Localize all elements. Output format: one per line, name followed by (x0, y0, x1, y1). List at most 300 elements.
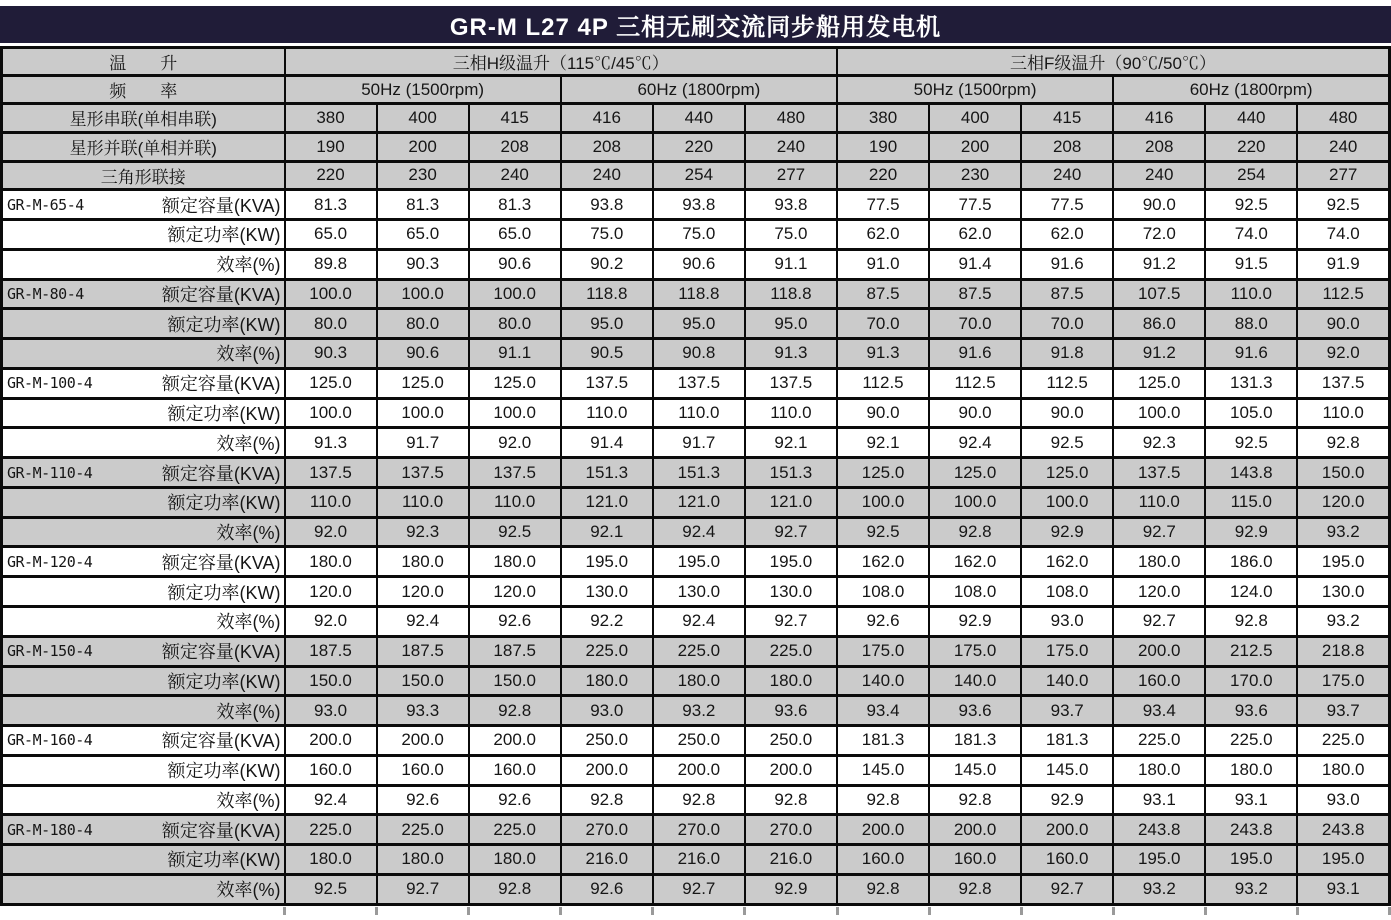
value-cell: 180.0 (1297, 755, 1389, 785)
row-label-cell (2, 368, 285, 398)
value-cell: 92.7 (1113, 606, 1205, 636)
value-cell: 91.2 (1113, 249, 1205, 279)
value-cell: 212.5 (1205, 636, 1297, 666)
page-title: GR-M L27 4P 三相无刷交流同步船用发电机 (449, 14, 942, 41)
value-cell: 100.0 (285, 398, 377, 428)
param-label: 额定容量(KVA) (161, 463, 281, 484)
value-cell: 92.8 (561, 785, 653, 815)
row-label-cell (2, 428, 285, 458)
value-cell: 110.0 (561, 398, 653, 428)
model-name: GR-M-100-4 (7, 374, 93, 393)
value-cell: 93.2 (1297, 606, 1389, 636)
value-cell: 180.0 (1113, 755, 1205, 785)
value-cell: 115.0 (1205, 487, 1297, 517)
voltage-cell: 277 (745, 161, 837, 190)
value-cell: 160.0 (469, 755, 561, 785)
voltage-cell: 220 (837, 161, 929, 190)
voltage-cell: 277 (1297, 161, 1389, 190)
row-label-cell (2, 487, 285, 517)
value-cell: 80.0 (469, 309, 561, 339)
value-cell: 81.3 (377, 190, 469, 220)
spec-row-kva (2, 726, 1390, 756)
spec-table-body (2, 104, 1390, 905)
value-cell: 181.3 (1021, 726, 1113, 756)
value-cell: 145.0 (837, 755, 929, 785)
model-name: GR-M-65-4 (7, 195, 84, 214)
value-cell: 90.5 (561, 339, 653, 369)
spec-row-eff (2, 785, 1390, 815)
spec-row-eff (2, 606, 1390, 636)
value-cell: 93.6 (1205, 696, 1297, 726)
value-cell: 180.0 (285, 547, 377, 577)
value-cell: 93.3 (377, 696, 469, 726)
value-cell: 180.0 (469, 845, 561, 875)
value-cell: 120.0 (469, 577, 561, 607)
value-cell: 75.0 (653, 220, 745, 250)
value-cell: 93.2 (1205, 874, 1297, 904)
value-cell: 92.1 (745, 428, 837, 458)
value-cell: 90.0 (837, 398, 929, 428)
value-cell: 93.6 (929, 696, 1021, 726)
value-cell: 90.6 (653, 249, 745, 279)
value-cell: 70.0 (929, 309, 1021, 339)
value-cell: 93.8 (745, 190, 837, 220)
value-cell: 92.5 (1205, 190, 1297, 220)
tick-mark (836, 907, 839, 915)
value-cell: 91.6 (1021, 249, 1113, 279)
spec-row-kw (2, 666, 1390, 696)
spec-row-eff (2, 249, 1390, 279)
voltage-cell: 208 (1113, 132, 1205, 161)
value-cell: 150.0 (377, 666, 469, 696)
voltage-cell: 240 (1113, 161, 1205, 190)
value-cell: 92.7 (1113, 517, 1205, 547)
param-label: 额定容量(KVA) (161, 195, 281, 216)
value-cell: 91.6 (929, 339, 1021, 369)
value-cell: 90.3 (285, 339, 377, 369)
value-cell: 87.5 (1021, 279, 1113, 309)
value-cell: 100.0 (1113, 398, 1205, 428)
value-cell: 120.0 (1113, 577, 1205, 607)
param-label: 额定功率(KW) (167, 850, 281, 871)
param-label: 额定功率(KW) (167, 671, 281, 692)
value-cell: 225.0 (285, 815, 377, 845)
value-cell: 100.0 (469, 279, 561, 309)
value-cell: 92.8 (929, 517, 1021, 547)
tick-mark (743, 907, 746, 915)
frequency-header-h50: 50Hz (1500rpm) (285, 76, 561, 104)
value-cell: 150.0 (469, 666, 561, 696)
value-cell: 137.5 (469, 458, 561, 488)
value-cell: 90.3 (377, 249, 469, 279)
value-cell: 170.0 (1205, 666, 1297, 696)
value-cell: 108.0 (837, 577, 929, 607)
value-cell: 92.8 (837, 874, 929, 904)
value-cell: 180.0 (1113, 547, 1205, 577)
row-label-cell (2, 517, 285, 547)
value-cell: 200.0 (837, 815, 929, 845)
value-cell: 162.0 (837, 547, 929, 577)
value-cell: 93.2 (1297, 517, 1389, 547)
model-name: GR-M-110-4 (7, 463, 93, 482)
voltage-cell: 416 (561, 104, 653, 133)
row-label-cell (2, 666, 285, 696)
frequency-header-f50: 50Hz (1500rpm) (837, 76, 1113, 104)
value-cell: 62.0 (1021, 220, 1113, 250)
value-cell: 137.5 (1297, 368, 1389, 398)
value-cell: 250.0 (561, 726, 653, 756)
voltage-cell: 254 (653, 161, 745, 190)
value-cell: 95.0 (561, 309, 653, 339)
value-cell: 121.0 (561, 487, 653, 517)
value-cell: 92.7 (653, 874, 745, 904)
value-cell: 110.0 (285, 487, 377, 517)
value-cell: 65.0 (285, 220, 377, 250)
model-name: GR-M-80-4 (7, 284, 84, 303)
connection-label: 星形串联(单相串联) (2, 104, 285, 133)
row-label-cell (2, 696, 285, 726)
value-cell: 93.0 (1021, 606, 1113, 636)
spec-row-kw (2, 309, 1390, 339)
value-cell: 150.0 (1297, 458, 1389, 488)
spec-row-kw (2, 755, 1390, 785)
value-cell: 195.0 (1297, 547, 1389, 577)
param-label: 额定功率(KW) (167, 493, 281, 514)
row-label-cell (2, 309, 285, 339)
value-cell: 92.8 (1205, 606, 1297, 636)
value-cell: 175.0 (1297, 666, 1389, 696)
value-cell: 93.8 (653, 190, 745, 220)
spec-row-kva (2, 547, 1390, 577)
value-cell: 92.6 (837, 606, 929, 636)
value-cell: 160.0 (1021, 845, 1113, 875)
value-cell: 92.9 (1021, 785, 1113, 815)
value-cell: 75.0 (745, 220, 837, 250)
value-cell: 110.0 (469, 487, 561, 517)
row-label-cell (2, 726, 285, 756)
value-cell: 90.0 (1297, 309, 1389, 339)
value-cell: 110.0 (745, 398, 837, 428)
value-cell: 195.0 (561, 547, 653, 577)
value-cell: 151.3 (561, 458, 653, 488)
connection-row-2 (2, 161, 1390, 190)
value-cell: 218.8 (1297, 636, 1389, 666)
value-cell: 200.0 (377, 726, 469, 756)
voltage-cell: 416 (1113, 104, 1205, 133)
value-cell: 250.0 (653, 726, 745, 756)
value-cell: 93.4 (1113, 696, 1205, 726)
value-cell: 181.3 (929, 726, 1021, 756)
value-cell: 137.5 (285, 458, 377, 488)
model-name: GR-M-180-4 (7, 820, 93, 839)
value-cell: 216.0 (745, 845, 837, 875)
value-cell: 92.7 (1021, 874, 1113, 904)
value-cell: 107.5 (1113, 279, 1205, 309)
value-cell: 70.0 (837, 309, 929, 339)
spec-row-eff (2, 874, 1390, 904)
value-cell: 125.0 (377, 368, 469, 398)
value-cell: 80.0 (377, 309, 469, 339)
value-cell: 180.0 (285, 845, 377, 875)
value-cell: 225.0 (653, 636, 745, 666)
value-cell: 100.0 (285, 279, 377, 309)
row-label-cell (2, 845, 285, 875)
connection-row-0 (2, 104, 1390, 133)
value-cell: 93.1 (1205, 785, 1297, 815)
value-cell: 92.4 (377, 606, 469, 636)
value-cell: 145.0 (929, 755, 1021, 785)
voltage-cell: 440 (653, 104, 745, 133)
value-cell: 92.1 (837, 428, 929, 458)
voltage-cell: 190 (837, 132, 929, 161)
value-cell: 93.0 (285, 696, 377, 726)
value-cell: 100.0 (929, 487, 1021, 517)
value-cell: 125.0 (1113, 368, 1205, 398)
value-cell: 160.0 (1113, 666, 1205, 696)
value-cell: 65.0 (469, 220, 561, 250)
value-cell: 86.0 (1113, 309, 1205, 339)
row-label-cell (2, 815, 285, 845)
value-cell: 180.0 (1205, 755, 1297, 785)
value-cell: 90.6 (469, 249, 561, 279)
row-label-cell (2, 339, 285, 369)
value-cell: 195.0 (745, 547, 837, 577)
voltage-cell: 415 (1021, 104, 1113, 133)
value-cell: 92.8 (469, 874, 561, 904)
value-cell: 92.4 (285, 785, 377, 815)
value-cell: 125.0 (285, 368, 377, 398)
value-cell: 118.8 (745, 279, 837, 309)
value-cell: 121.0 (653, 487, 745, 517)
voltage-cell: 415 (469, 104, 561, 133)
value-cell: 160.0 (929, 845, 1021, 875)
value-cell: 151.3 (653, 458, 745, 488)
value-cell: 100.0 (837, 487, 929, 517)
param-label: 额定容量(KVA) (161, 642, 281, 663)
value-cell: 216.0 (561, 845, 653, 875)
param-label: 额定功率(KW) (167, 582, 281, 603)
value-cell: 74.0 (1297, 220, 1389, 250)
voltage-cell: 380 (837, 104, 929, 133)
voltage-cell: 220 (1205, 132, 1297, 161)
frequency-header-h60: 60Hz (1800rpm) (561, 76, 837, 104)
param-label: 额定容量(KVA) (161, 284, 281, 305)
value-cell: 92.8 (745, 785, 837, 815)
value-cell: 243.8 (1297, 815, 1389, 845)
value-cell: 180.0 (377, 845, 469, 875)
value-cell: 92.8 (469, 696, 561, 726)
value-cell: 92.0 (1297, 339, 1389, 369)
value-cell: 90.0 (929, 398, 1021, 428)
value-cell: 93.7 (1021, 696, 1113, 726)
spec-row-eff (2, 696, 1390, 726)
value-cell: 92.2 (561, 606, 653, 636)
value-cell: 91.3 (285, 428, 377, 458)
row-label-cell (2, 220, 285, 250)
value-cell: 92.4 (929, 428, 1021, 458)
value-cell: 105.0 (1205, 398, 1297, 428)
voltage-cell: 240 (745, 132, 837, 161)
value-cell: 92.4 (653, 606, 745, 636)
value-cell: 180.0 (469, 547, 561, 577)
value-cell: 91.4 (561, 428, 653, 458)
value-cell: 187.5 (285, 636, 377, 666)
value-cell: 243.8 (1205, 815, 1297, 845)
voltage-cell: 200 (929, 132, 1021, 161)
value-cell: 92.7 (745, 517, 837, 547)
row-label-cell (2, 577, 285, 607)
value-cell: 92.4 (653, 517, 745, 547)
value-cell: 91.6 (1205, 339, 1297, 369)
value-cell: 95.0 (745, 309, 837, 339)
value-cell: 91.4 (929, 249, 1021, 279)
value-cell: 93.0 (561, 696, 653, 726)
value-cell: 140.0 (929, 666, 1021, 696)
row-label-cell (2, 874, 285, 904)
param-label: 效率(%) (216, 880, 281, 901)
tick-mark (1112, 907, 1115, 915)
value-cell: 118.8 (653, 279, 745, 309)
value-cell: 195.0 (1113, 845, 1205, 875)
value-cell: 160.0 (285, 755, 377, 785)
tick-mark (651, 907, 654, 915)
value-cell: 143.8 (1205, 458, 1297, 488)
frequency-label: 频 率 (2, 76, 285, 104)
value-cell: 92.0 (285, 517, 377, 547)
spec-row-eff (2, 339, 1390, 369)
param-label: 效率(%) (216, 523, 281, 544)
value-cell: 195.0 (1205, 845, 1297, 875)
row-label-cell (2, 785, 285, 815)
value-cell: 92.5 (1205, 428, 1297, 458)
tick-mark (467, 907, 470, 915)
value-cell: 92.5 (469, 517, 561, 547)
param-label: 额定容量(KVA) (161, 374, 281, 395)
voltage-cell: 230 (377, 161, 469, 190)
value-cell: 112.5 (1297, 279, 1389, 309)
value-cell: 92.6 (469, 606, 561, 636)
value-cell: 200.0 (653, 755, 745, 785)
value-cell: 225.0 (469, 815, 561, 845)
voltage-cell: 400 (929, 104, 1021, 133)
value-cell: 93.0 (1297, 785, 1389, 815)
value-cell: 130.0 (1297, 577, 1389, 607)
value-cell: 93.2 (1113, 874, 1205, 904)
value-cell: 93.6 (745, 696, 837, 726)
spec-row-kva (2, 368, 1390, 398)
param-label: 额定功率(KW) (167, 225, 281, 246)
value-cell: 100.0 (377, 398, 469, 428)
row-label-cell (2, 606, 285, 636)
tick-mark (1296, 907, 1299, 915)
value-cell: 150.0 (285, 666, 377, 696)
value-cell: 162.0 (1021, 547, 1113, 577)
voltage-cell: 190 (285, 132, 377, 161)
tick-mark (1204, 907, 1207, 915)
voltage-cell: 240 (469, 161, 561, 190)
value-cell: 270.0 (561, 815, 653, 845)
temp-class-h-header: 三相H级温升（115℃/45℃） (285, 48, 837, 76)
value-cell: 91.5 (1205, 249, 1297, 279)
value-cell: 200.0 (745, 755, 837, 785)
row-label-cell (2, 547, 285, 577)
value-cell: 225.0 (745, 636, 837, 666)
frequency-row (2, 76, 1390, 104)
voltage-cell: 208 (561, 132, 653, 161)
value-cell: 100.0 (377, 279, 469, 309)
voltage-cell: 230 (929, 161, 1021, 190)
value-cell: 92.8 (1297, 428, 1389, 458)
voltage-cell: 254 (1205, 161, 1297, 190)
param-label: 效率(%) (216, 612, 281, 633)
connection-label: 星形并联(单相并联) (2, 132, 285, 161)
value-cell: 200.0 (929, 815, 1021, 845)
value-cell: 137.5 (561, 368, 653, 398)
value-cell: 110.0 (377, 487, 469, 517)
tick-mark (559, 907, 562, 915)
value-cell: 110.0 (1297, 398, 1389, 428)
value-cell: 75.0 (561, 220, 653, 250)
value-cell: 87.5 (929, 279, 1021, 309)
value-cell: 108.0 (929, 577, 1021, 607)
value-cell: 216.0 (653, 845, 745, 875)
value-cell: 140.0 (1021, 666, 1113, 696)
value-cell: 62.0 (837, 220, 929, 250)
value-cell: 130.0 (561, 577, 653, 607)
value-cell: 270.0 (745, 815, 837, 845)
param-label: 效率(%) (216, 790, 281, 811)
value-cell: 92.9 (745, 874, 837, 904)
value-cell: 72.0 (1113, 220, 1205, 250)
value-cell: 160.0 (377, 755, 469, 785)
value-cell: 180.0 (377, 547, 469, 577)
value-cell: 92.7 (745, 606, 837, 636)
value-cell: 195.0 (653, 547, 745, 577)
value-cell: 88.0 (1205, 309, 1297, 339)
row-label-cell (2, 398, 285, 428)
value-cell: 92.6 (469, 785, 561, 815)
value-cell: 186.0 (1205, 547, 1297, 577)
voltage-cell: 208 (469, 132, 561, 161)
value-cell: 200.0 (1021, 815, 1113, 845)
value-cell: 91.7 (653, 428, 745, 458)
value-cell: 110.0 (653, 398, 745, 428)
value-cell: 120.0 (377, 577, 469, 607)
value-cell: 124.0 (1205, 577, 1297, 607)
value-cell: 120.0 (285, 577, 377, 607)
value-cell: 92.5 (285, 874, 377, 904)
value-cell: 92.5 (1297, 190, 1389, 220)
voltage-cell: 200 (377, 132, 469, 161)
value-cell: 74.0 (1205, 220, 1297, 250)
value-cell: 125.0 (837, 458, 929, 488)
value-cell: 92.9 (1205, 517, 1297, 547)
tick-mark (375, 907, 378, 915)
value-cell: 100.0 (1021, 487, 1113, 517)
voltage-cell: 240 (1297, 132, 1389, 161)
temp-class-f-header: 三相F级温升（90℃/50℃） (837, 48, 1390, 76)
value-cell: 180.0 (745, 666, 837, 696)
model-name: GR-M-150-4 (7, 642, 93, 661)
value-cell: 77.5 (929, 190, 1021, 220)
value-cell: 200.0 (469, 726, 561, 756)
tick-mark (283, 907, 286, 915)
value-cell: 92.9 (1021, 517, 1113, 547)
voltage-cell: 220 (285, 161, 377, 190)
value-cell: 92.9 (929, 606, 1021, 636)
value-cell: 125.0 (929, 458, 1021, 488)
value-cell: 131.3 (1205, 368, 1297, 398)
